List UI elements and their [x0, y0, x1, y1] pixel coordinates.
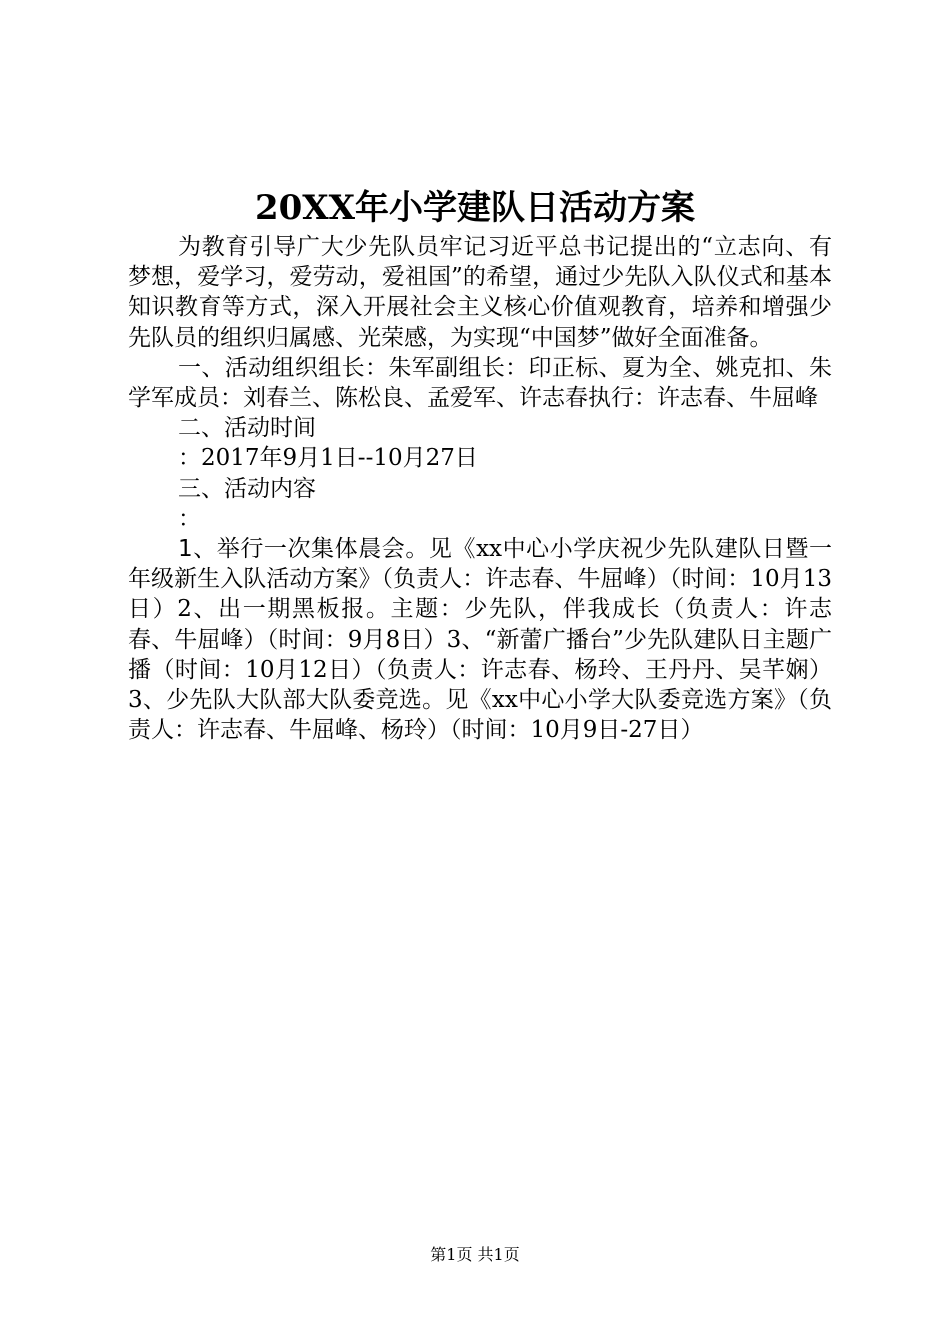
- document-title: 20XX年小学建队日活动方案: [254, 188, 696, 228]
- section-time-text: ：2017年9月1日--10月27日: [178, 445, 478, 472]
- section-content-colon: ：: [178, 505, 201, 532]
- document-body: [128, 232, 832, 745]
- section-content-items: [128, 534, 832, 745]
- section-content-heading: 三、活动内容: [178, 475, 316, 502]
- item1-lead: 1、举行一次集体晨会。: [178, 536, 429, 563]
- section-organization: 一、活动组织组长：朱军副组长：印正标、夏为全、姚克扣、朱学军成员：刘春兰、陈松良、孟爱军、许志春执行：许志春、牛屈峰: [128, 354, 832, 412]
- section-time-heading: 二、活动时间: [178, 415, 316, 442]
- item1-rest: 见《xx中心小学庆祝少先队建队日暨一年级新生入队活动方案》（负责人：许志春、牛屈峰）（时间：10月13日）2、出一期黑板报。主题：少先队，伴我成长（负责人：许志春、牛屈峰）（时间：9月8日）3、“新蕾广播台”少先队建队日主题广播（时间：10月12日）（负责人：许志春、杨玲、王丹丹、吴芊娴）3、少先队大队部大队委竞选。见《xx中心小学大队委竞选方案》（负责人：许志春、牛屈峰、杨玲）（时间：10月9日-27日）: [128, 536, 832, 744]
- page-footer: 第1页 共1页: [430, 1245, 520, 1264]
- intro-paragraph: 为教育引导广大少先队员牢记习近平总书记提出的“立志向、有梦想，爱学习，爱劳动，爱祖国”的希望，通过少先队入队仪式和基本知识教育等方式，深入开展社会主义核心价值观教育，培养和增强少先队员的组织归属感、光荣感，为实现“中国梦”做好全面准备。: [128, 234, 832, 351]
